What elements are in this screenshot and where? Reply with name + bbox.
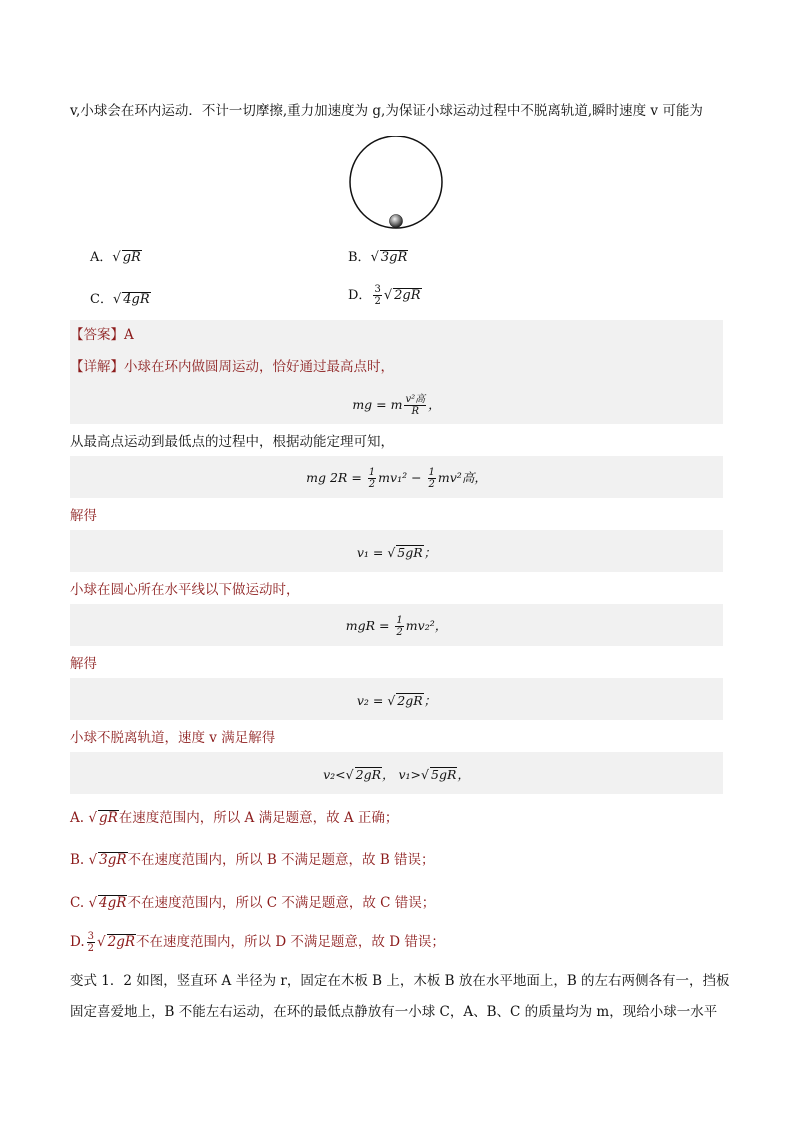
detail-tag: 【详解】 [70,359,124,375]
eq5-block: v₂ = √ 2gR； [70,678,723,720]
solve-line-2: 解得 [70,656,97,672]
judge-c: C. √ 4gR不在速度范围内，所以 C 不满足题意，故 C 错误； [70,895,436,911]
solve-line-1: 解得 [70,508,97,524]
judge-a: A. √ gR在速度范围内，所以 A 满足题意，故 A 正确； [70,810,399,826]
eq1-block: mg = m $\frac{\text{v²高}}{R}$ ， [352,394,441,417]
eq3-block: v₁ = √ 5gR； [70,530,723,572]
answer-line: 【答案】A [70,327,134,343]
option-c: C．√ 4gR [90,292,150,307]
judge-b: B. √ 3gR不在速度范围内，所以 B 不满足题意，故 B 错误； [70,852,435,868]
option-a: A．√ gR [90,250,141,265]
question-intro-line: v,小球会在环内运动．不计一切摩擦,重力加速度为 g,为保证小球运动过程中不脱离轨道,瞬时速度 v 可能为 [70,103,703,119]
judge-d: D. $\frac{3}{2}$ √ 2gR不在速度范围内，所以 D 不满足题意，故 D 错误； [70,931,445,954]
answer-band [70,320,723,352]
variant-line-1: 变式 1．2 如图，竖直环 A 半径为 r，固定在木板 B 上，木板 B 放在水平地面上，B 的左右两侧各有一，挡板 [70,973,730,989]
option-d: D． $\frac{3}{2}$ √ 2gR [348,284,421,307]
energy-line: 从最高点运动到最低点的过程中，根据动能定理可知， [70,434,394,450]
detail-line: 【详解】小球在环内做圆周运动，恰好通过最高点时， [70,359,394,375]
eq6-block: v₂<√ 2gR， v₁>√ 5gR， [70,752,723,794]
option-b: B．√ 3gR [348,250,408,265]
eq2-block: mg 2R = $\frac{1}{2}$ mv₁² − $\frac{1}{2}$ mv²高， [70,456,723,498]
ring-track [350,136,442,228]
condition-line: 小球不脱离轨道，速度 v 满足解得 [70,730,276,746]
ring-diagram [345,136,449,232]
variant-line-2: 固定喜爱地上，B 不能左右运动，在环的最低点静放有一小球 C，A、B、C 的质量均为 m，现给小球一水平 [70,1004,718,1020]
eq4-block: mgR = $\frac{1}{2}$ mv₂²， [70,604,723,646]
ball [390,215,403,228]
below-line: 小球在圆心所在水平线以下做运动时， [70,582,300,598]
